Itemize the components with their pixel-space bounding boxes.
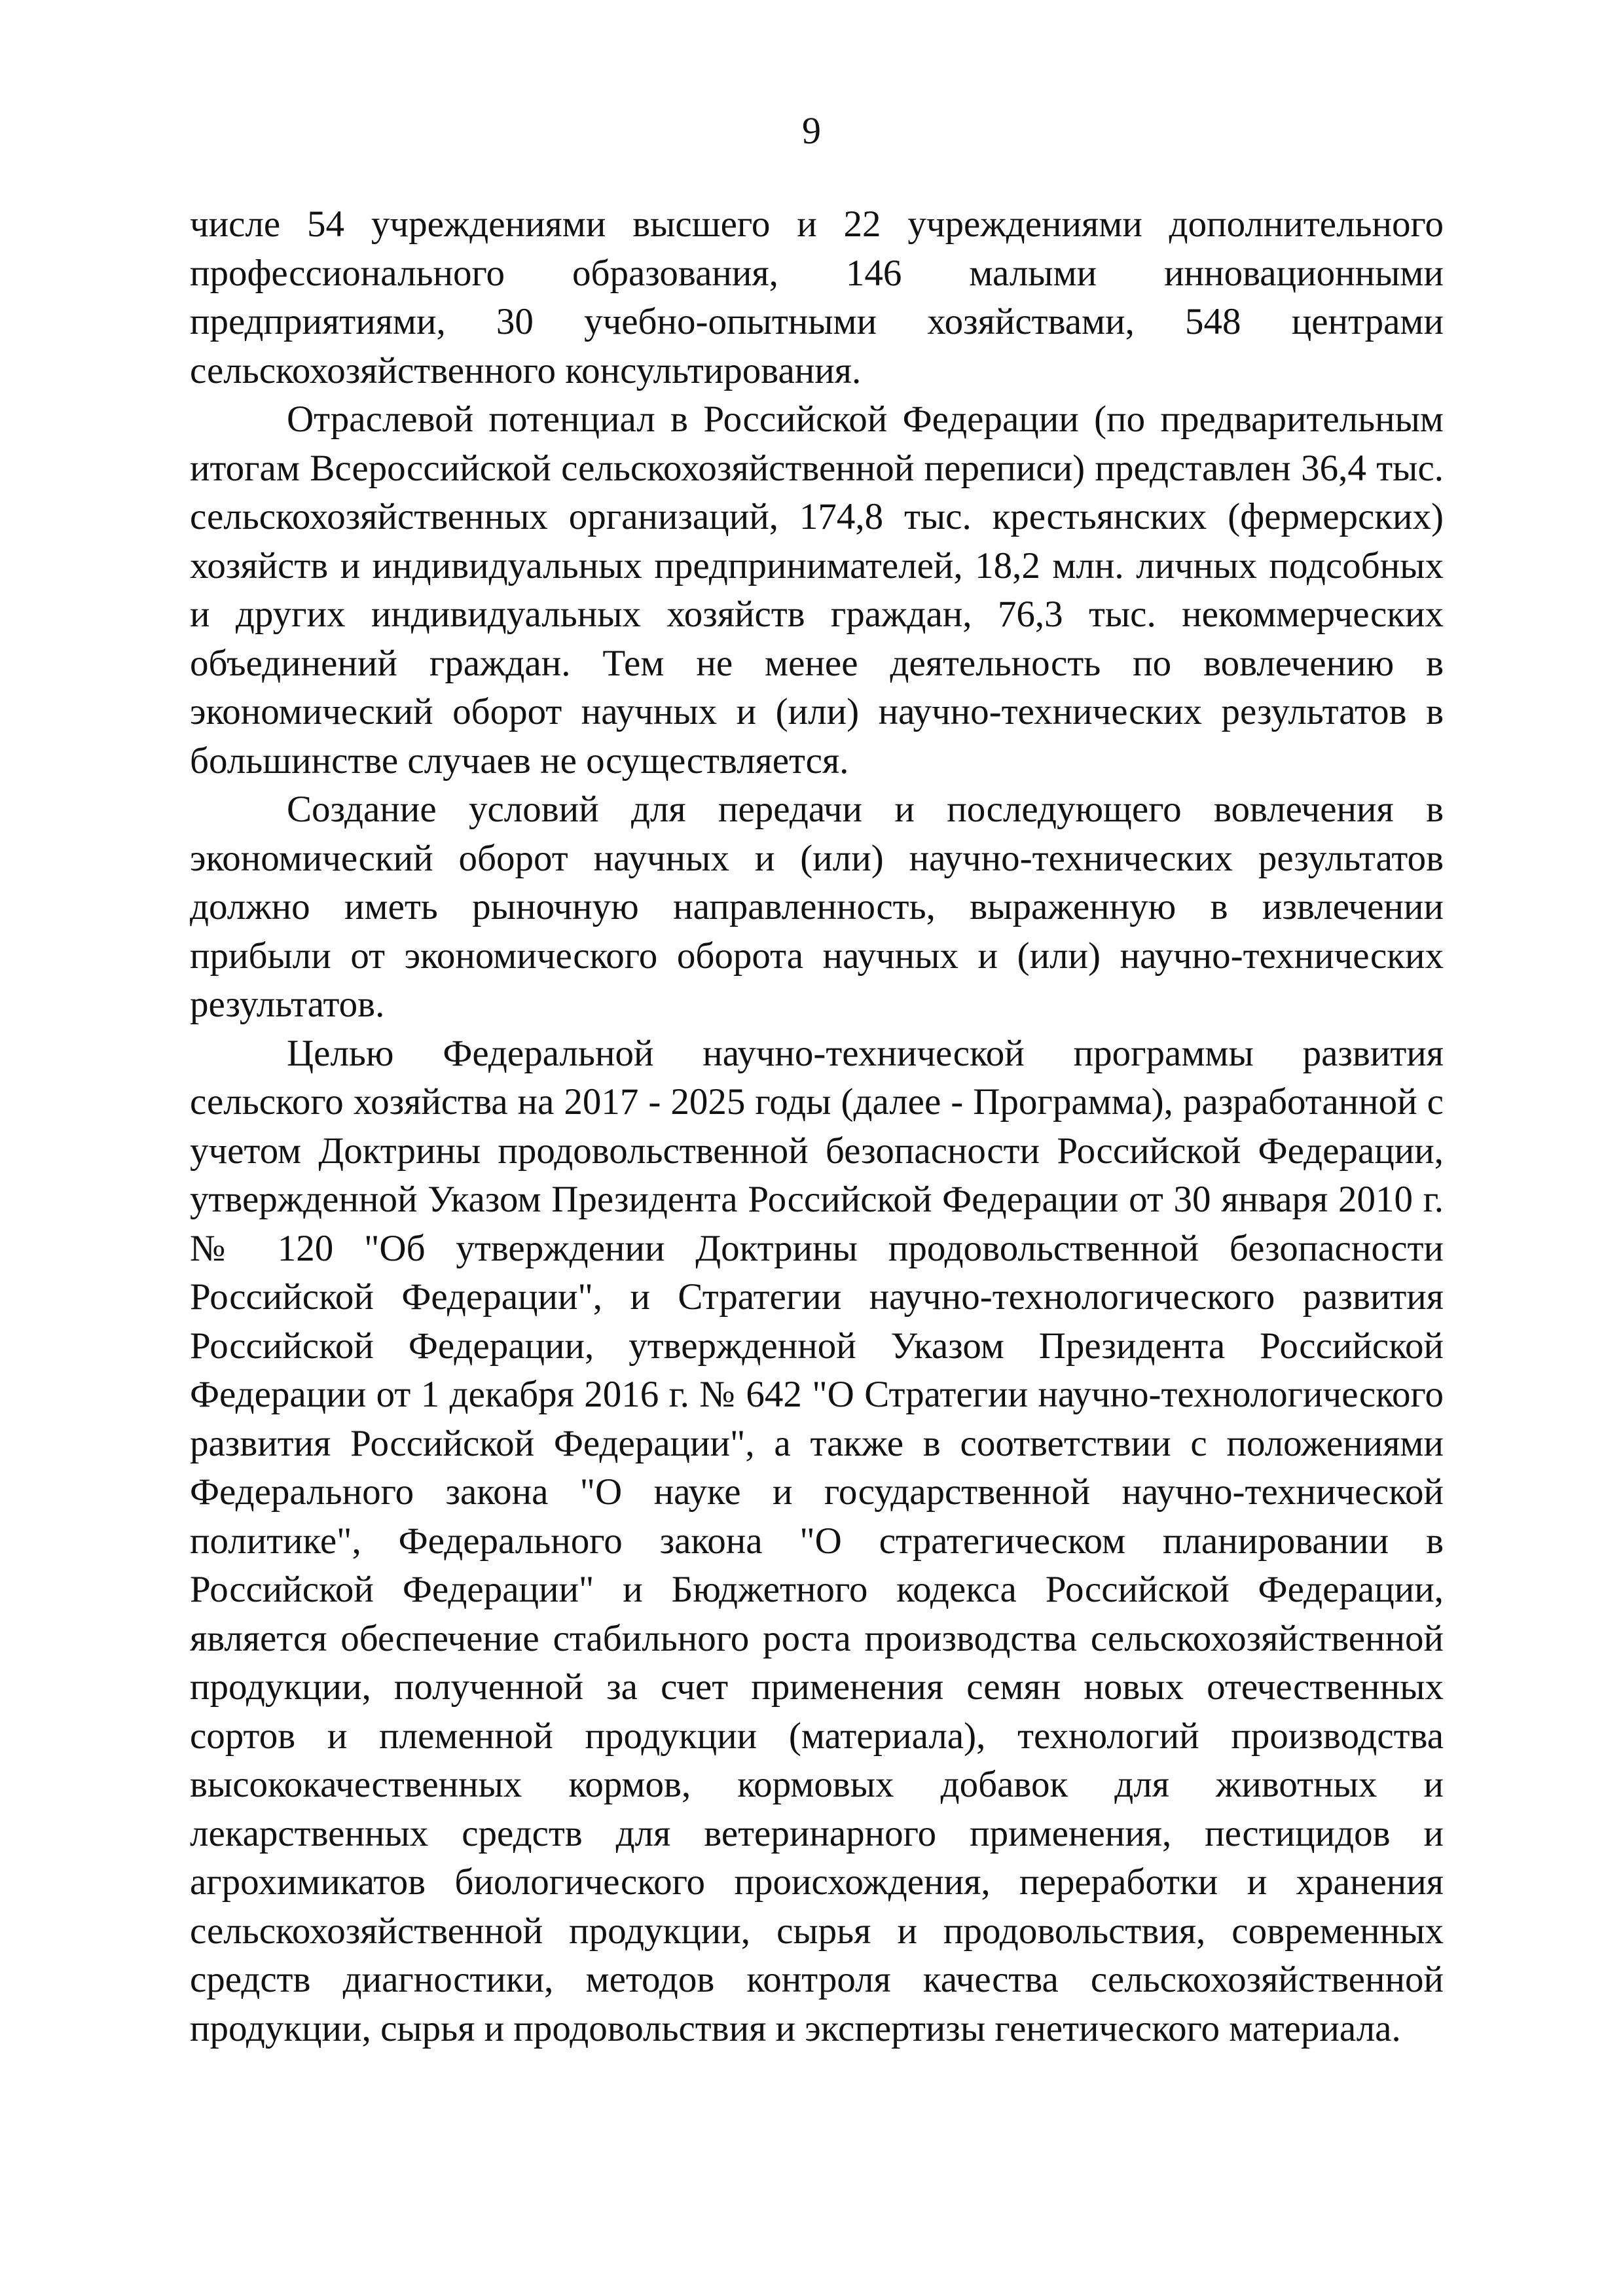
paragraph-sector-potential: Отраслевой потенциал в Российской Федерации (по предварительным итогам Всероссийской сельскохозяйственной переписи) представлен 36,4 тыс. сельскохозяйственных организаций, 174,8 тыс. крестьянских (фермерских) хозяйств и индивидуальных предпринимателей, 18,2 млн. личных подсобных и других индивидуальных хозяйств граждан, 76,3 тыс. некоммерческих объединений граждан. Тем не менее деятельность по вовлечению в экономический оборот научных и (или) научно-технических результатов в большинстве случаев не осуществляется.: [190, 399, 1444, 781]
page-number: 9: [802, 109, 821, 152]
paragraph-program-goal: Целью Федеральной научно-технической программы развития сельского хозяйства на 2017 - 2025 годы (далее - Программа), разработанной с учетом Доктрины продовольственной безопасности Российской Федерации, утвержденной Указом Президента Российской Федерации от 30 января 2010 г. № 120 "Об утверждении Доктрины продовольственной безопасности Российской Федерации", и Стратегии научно-технологического развития Российской Федерации, утвержденной Указом Президента Российской Федерации от 1 декабря 2016 г. № 642 "О Стратегии научно-технологического развития Российской Федерации", а также в соответствии с положениями Федерального закона "О науке и государственной научно-технической политике", Федерального закона "О стратегическом планировании в Российской Федерации" и Бюджетного кодекса Российской Федерации, является обеспечение стабильного роста производства сельскохозяйственной продукции, полученной за счет применения семян новых отечественных сортов и племенной продукции (материала), технологий производства высококачественных кормов, кормовых добавок для животных и лекарственных средств для ветеринарного применения, пестицидов и агрохимикатов биологического происхождения, переработки и хранения сельскохозяйственной продукции, сырья и продовольствия, современных средств диагностики, методов контроля качества сельскохозяйственной продукции, сырья и продовольствия и экспертизы генетического материала.: [190, 1032, 1444, 2049]
document-body: [190, 200, 1444, 2053]
paragraph-market-conditions: Создание условий для передачи и последующего вовлечения в экономический оборот научных и (или) научно-технических результатов должно иметь рыночную направленность, выраженную в извлечении прибыли от экономического оборота научных и (или) научно-технических результатов.: [190, 789, 1444, 1025]
paragraph-continuation: числе 54 учреждениями высшего и 22 учреждениями дополнительного профессионального образования, 146 малыми инновационными предприятиями, 30 учебно-опытными хозяйствами, 548 центрами сельскохозяйственного консультирования.: [190, 204, 1444, 391]
